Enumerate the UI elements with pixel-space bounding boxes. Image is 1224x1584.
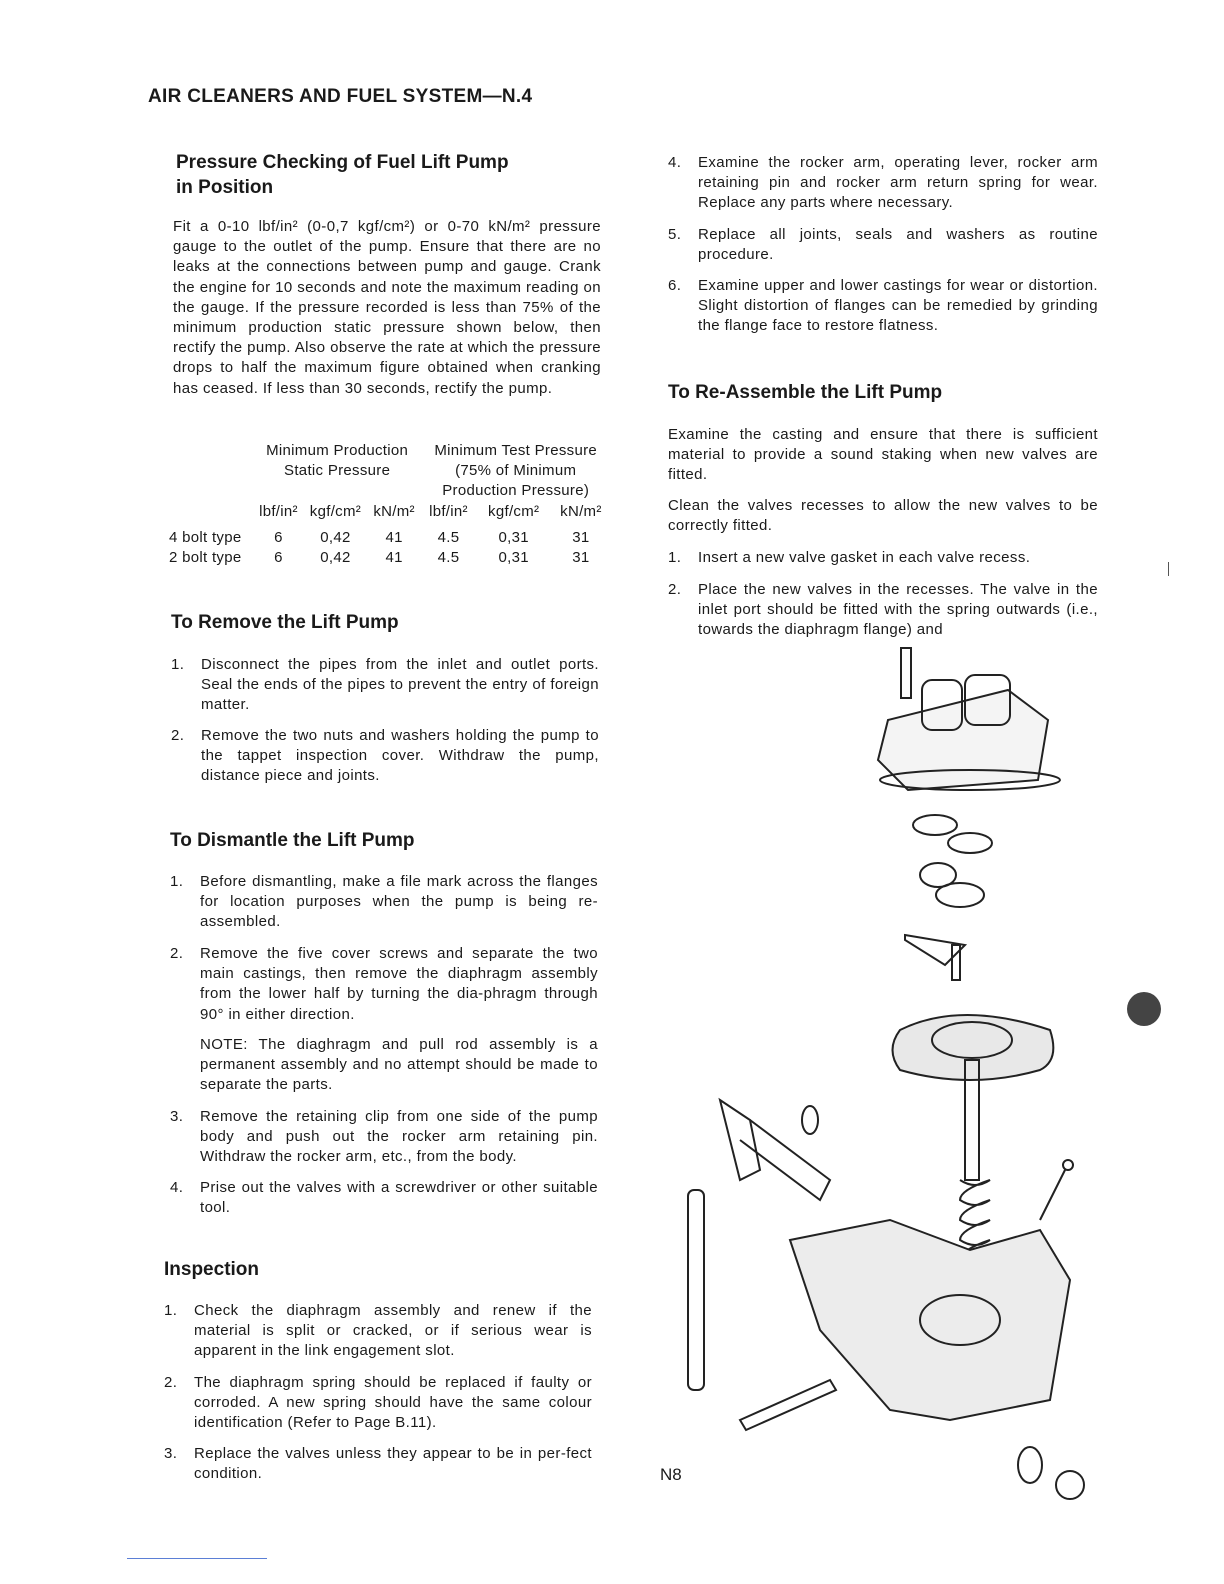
row-label: 4 bolt type <box>169 528 242 546</box>
unit-header: kN/m² <box>560 502 602 520</box>
section-heading-dismantle: To Dismantle the Lift Pump <box>170 830 415 851</box>
item-text: Replace all joints, seals and washers as routine procedure. <box>698 226 1098 264</box>
cell: 6 <box>274 548 283 566</box>
item-number: 2. <box>164 1374 178 1391</box>
section-heading-inspection: Inspection <box>164 1259 260 1280</box>
item-text: Remove the five cover screws and separate the two main castings, then remove the diaphragm assembly from the lower half by turning the dia-phragm through 90° in either direction. <box>200 945 598 1023</box>
footer-rule <box>127 1558 267 1559</box>
top-cover-illustration <box>878 648 1060 790</box>
item-number: 4. <box>668 154 682 171</box>
diaphragm-illustration <box>893 1015 1054 1265</box>
item-text: Disconnect the pipes from the inlet and outlet ports. Seal the ends of the pipes to prevent the entry of foreign matter. <box>201 656 599 714</box>
item-text: Insert a new valve gasket in each valve recess. <box>698 549 1031 566</box>
unit-header: kN/m² <box>373 502 415 520</box>
item-text: Replace the valves unless they appear to be in per-fect condition. <box>194 1445 592 1483</box>
col-group-2-line3: Production Pressure) <box>442 482 590 500</box>
pressure-table <box>169 441 611 568</box>
page-header: AIR CLEANERS AND FUEL SYSTEM—N.4 <box>148 86 533 107</box>
item-text: Remove the retaining clip from one side of the pump body and push out the rocker arm retaining pin. Withdraw the rocker arm, etc., from the body. <box>200 1108 598 1166</box>
item-number: 1. <box>164 1302 178 1319</box>
unit-header: kgf/cm² <box>488 502 540 520</box>
item-text: Examine the rocker arm, operating lever, rocker arm retaining pin and rocker arm return spring for wear. Replace any parts where necessary. <box>698 154 1098 212</box>
col-group-2-line1: Minimum Test Pressure <box>434 442 598 459</box>
cell: 6 <box>274 528 283 546</box>
col-group-1-line1: Minimum Production <box>266 442 409 459</box>
reassemble-paragraph-1: Examine the casting and ensure that there is sufficient material to provide a sound staking when new valves are fitted. <box>668 426 1098 484</box>
heading-line: Pressure Checking of Fuel Lift Pump <box>176 152 509 173</box>
cell: 4.5 <box>437 548 460 566</box>
item-text: Place the new valves in the recesses. The valve in the inlet port should be fitted with the spring outwards (i.e., towards the diaphragm flange) and <box>698 581 1098 639</box>
cell: 0,42 <box>320 528 351 546</box>
row-label: 2 bolt type <box>169 548 242 566</box>
table-row <box>169 528 611 548</box>
heading-line: in Position <box>176 177 274 198</box>
item-text: Before dismantling, make a file mark across the flanges for location purposes when the pump is being re-assembled. <box>200 873 598 931</box>
nut-and-washer-illustration <box>1018 1447 1084 1499</box>
item-number: 2. <box>668 581 682 598</box>
item-text: Check the diaphragm assembly and renew if the material is split or cracked, or if serious wear is apparent in the link engagement slot. <box>194 1302 592 1360</box>
item-text: Examine upper and lower castings for wear or distortion. Slight distortion of flanges can be remedied by grinding the flange face to restore flatness. <box>698 277 1098 335</box>
lower-body-illustration <box>740 1160 1073 1430</box>
col-group-2-line2: (75% of Minimum <box>455 462 577 480</box>
reassemble-paragraph-2: Clean the valves recesses to allow the new valves to be correctly fitted. <box>668 497 1098 535</box>
item-number: 4. <box>170 1179 184 1196</box>
cell: 41 <box>385 548 403 566</box>
cell: 4.5 <box>437 528 460 546</box>
cell: 31 <box>572 548 590 566</box>
item-number: 1. <box>171 656 185 673</box>
cell: 41 <box>385 528 403 546</box>
cell: 31 <box>572 528 590 546</box>
item-number: 2. <box>171 727 185 744</box>
section-heading-reassemble: To Re-Assemble the Lift Pump <box>668 382 943 403</box>
item-text: The diaphragm spring should be replaced if faulty or corroded. A new spring should have the same colour identification (Refer to Page B.11). <box>194 1374 592 1432</box>
item-number: 3. <box>170 1108 184 1125</box>
note-text: NOTE: The diaghragm and pull rod assembly is a permanent assembly and no attempt should be made to separate the parts. <box>200 1036 598 1094</box>
cell: 0,42 <box>320 548 351 566</box>
unit-header: lbf/in² <box>429 502 468 520</box>
item-number: 2. <box>170 945 184 962</box>
valve-gaskets-illustration <box>905 815 992 980</box>
item-text: Prise out the valves with a screwdriver or other suitable tool. <box>200 1179 598 1217</box>
margin-mark <box>1168 562 1169 576</box>
pressure-paragraph: Fit a 0-10 lbf/in² (0-0,7 kgf/cm²) or 0-70 kN/m² pressure gauge to the outlet of the pump. Ensure that there are no leaks at the connections between pump and gauge. Crank the engine for 10 seconds and note the maximum reading on the gauge. If the pressure recorded is less than 75% of the minimum production static pressure shown below, then rectify the pump. Also observe the rate at which the pressure drops to half the maximum figure obtained when cranking has ceased. If less than 30 seconds, rectify the pump. <box>173 218 601 397</box>
item-number: 6. <box>668 277 682 294</box>
item-text: Remove the two nuts and washers holding the pump to the tappet inspection cover. Withdraw the pump, distance piece and joints. <box>201 727 599 785</box>
item-number: 1. <box>170 873 184 890</box>
unit-header: kgf/cm² <box>309 502 362 520</box>
figure-label: N8 <box>660 1465 682 1484</box>
item-number: 3. <box>164 1445 178 1462</box>
lift-pump-exploded-illustration <box>660 640 1120 1520</box>
item-number: 5. <box>668 226 682 243</box>
section-heading-remove: To Remove the Lift Pump <box>171 612 399 633</box>
punch-hole-mark <box>1127 992 1161 1026</box>
item-number: 1. <box>668 549 682 566</box>
cell: 0,31 <box>498 548 529 566</box>
table-row <box>169 548 611 568</box>
cell: 0,31 <box>498 528 529 546</box>
unit-header: lbf/in² <box>259 502 298 520</box>
section-heading-pressure <box>176 150 509 200</box>
col-group-1-line2: Static Pressure <box>284 462 391 480</box>
